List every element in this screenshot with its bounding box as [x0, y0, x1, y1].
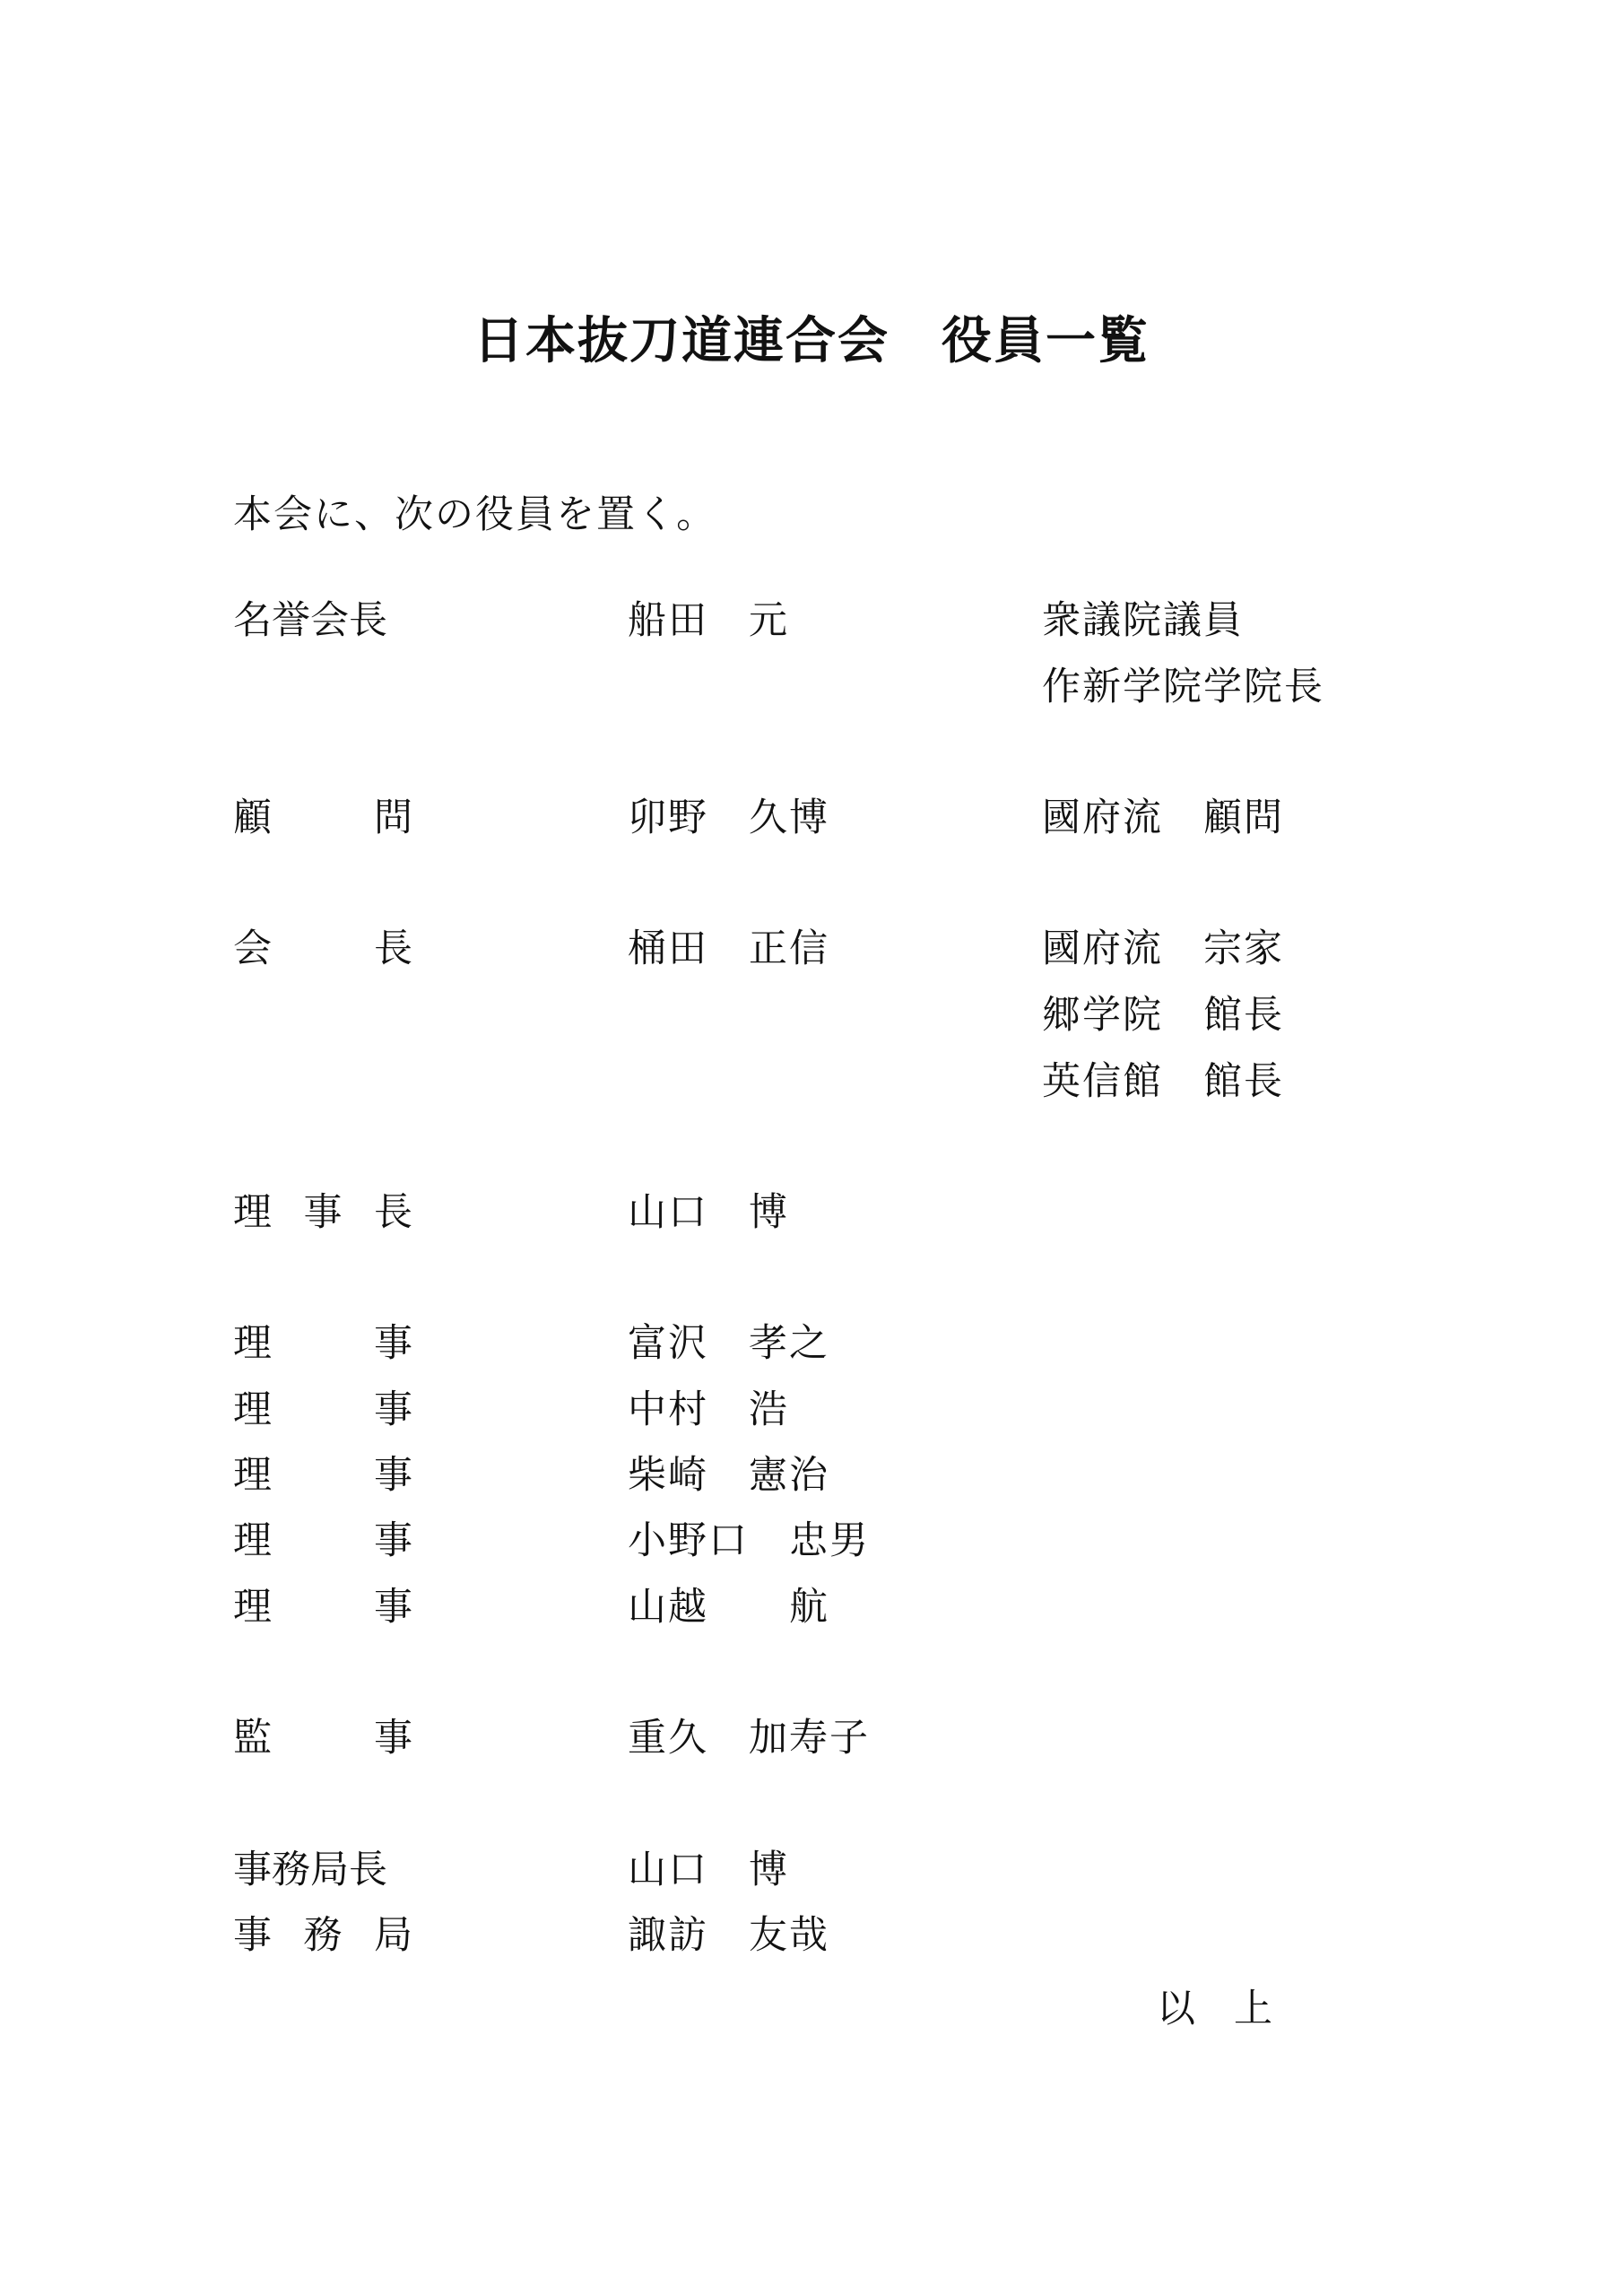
- officer-name: 山越 航: [628, 1585, 829, 1630]
- officer-role-text: 事: [374, 1716, 412, 1761]
- officer-affiliation: 國府流 宗家: [1042, 926, 1284, 971]
- officer-name: 小野口 忠男: [628, 1518, 870, 1563]
- officer-affiliation: 衆議院議員: [1042, 598, 1244, 643]
- officer-role-text: 事: [374, 1518, 412, 1563]
- officer-name: 諏訪 友哉: [628, 1913, 829, 1958]
- officer-role: [233, 1909, 412, 1962]
- officer-role-text: 理: [233, 1387, 272, 1432]
- intro-text: 本会に、次の役員を置く。: [233, 492, 717, 537]
- officer-role: [233, 1383, 412, 1437]
- officer-row: [0, 1514, 1623, 1580]
- officer-role: [233, 1448, 412, 1502]
- officer-row: [0, 1909, 1623, 1975]
- officer-role-text: 務: [303, 1913, 343, 1958]
- officer-role-text: 顧: [233, 796, 272, 840]
- officer-name: 山口 博: [628, 1190, 789, 1235]
- officer-row: [0, 594, 1623, 709]
- officer-name: 柴崎 憲治: [628, 1453, 829, 1498]
- officer-role: [233, 1711, 412, 1765]
- officer-role: [233, 1186, 412, 1239]
- officer-name: 富沢 孝之: [628, 1321, 829, 1366]
- officer-row: [0, 1843, 1623, 1909]
- officer-role: [233, 594, 412, 648]
- closing-mark: 以 上: [1157, 1987, 1272, 2031]
- officer-role-text: 事: [374, 1585, 412, 1630]
- officer-role-text: 理: [233, 1321, 272, 1366]
- officer-row: [0, 922, 1623, 1104]
- officer-role-text: 事: [233, 1913, 272, 1958]
- officer-role: [233, 791, 412, 845]
- officer-affiliation: 英信館 館長: [1042, 1059, 1284, 1104]
- officer-role-text: 監: [233, 1716, 272, 1761]
- officer-affiliation: 作新学院学院長: [1042, 665, 1324, 709]
- officer-role: [233, 1580, 412, 1634]
- officer-row: [0, 1317, 1623, 1383]
- officer-name: 中村 浩: [628, 1387, 789, 1432]
- officer-affiliation: 國府流 顧問: [1042, 796, 1284, 840]
- officer-row: [0, 1711, 1623, 1778]
- officer-role-text: 長: [374, 926, 412, 971]
- page-title: 日本抜刀道連合会 役員一覧: [473, 311, 1150, 370]
- officer-affiliation: 郷学院 館長: [1042, 993, 1284, 1038]
- officer-name: 重久 加寿子: [628, 1716, 870, 1761]
- officer-row: [0, 1383, 1623, 1449]
- officer-affiliations: [1042, 587, 1324, 720]
- officer-role-text: 理: [233, 1453, 272, 1498]
- officer-role-text: 名誉会長: [233, 598, 387, 643]
- officer-role-text: 事務局長: [233, 1848, 387, 1892]
- officer-role: [233, 922, 412, 976]
- officer-role-text: 事: [374, 1453, 412, 1498]
- officer-role-text: 事: [374, 1387, 412, 1432]
- officer-role-text: 局: [374, 1913, 412, 1958]
- officer-role-text: 理: [233, 1585, 272, 1630]
- officer-role-text: 事: [303, 1190, 343, 1235]
- officer-name: 卯野 久博: [628, 796, 829, 840]
- officer-role-text: 問: [374, 796, 412, 840]
- officer-role-text: 長: [374, 1190, 412, 1235]
- officer-affiliations: [1042, 785, 1284, 851]
- officer-row: [0, 791, 1623, 857]
- officer-row: [0, 1580, 1623, 1647]
- officer-name: 桶田 正信: [628, 926, 829, 971]
- officer-row: [0, 1448, 1623, 1515]
- officer-affiliations: [1042, 916, 1284, 1115]
- officer-name: 船田 元: [628, 598, 789, 643]
- officer-row: [0, 1186, 1623, 1252]
- officer-name: 山口 博: [628, 1848, 789, 1892]
- officer-role-text: 事: [374, 1321, 412, 1366]
- officer-role-text: 理: [233, 1518, 272, 1563]
- officer-role-text: 理: [233, 1190, 272, 1235]
- officer-role: [233, 1317, 412, 1370]
- officer-role: [233, 1843, 412, 1897]
- officer-role: [233, 1514, 412, 1568]
- officer-role-text: 会: [233, 926, 272, 971]
